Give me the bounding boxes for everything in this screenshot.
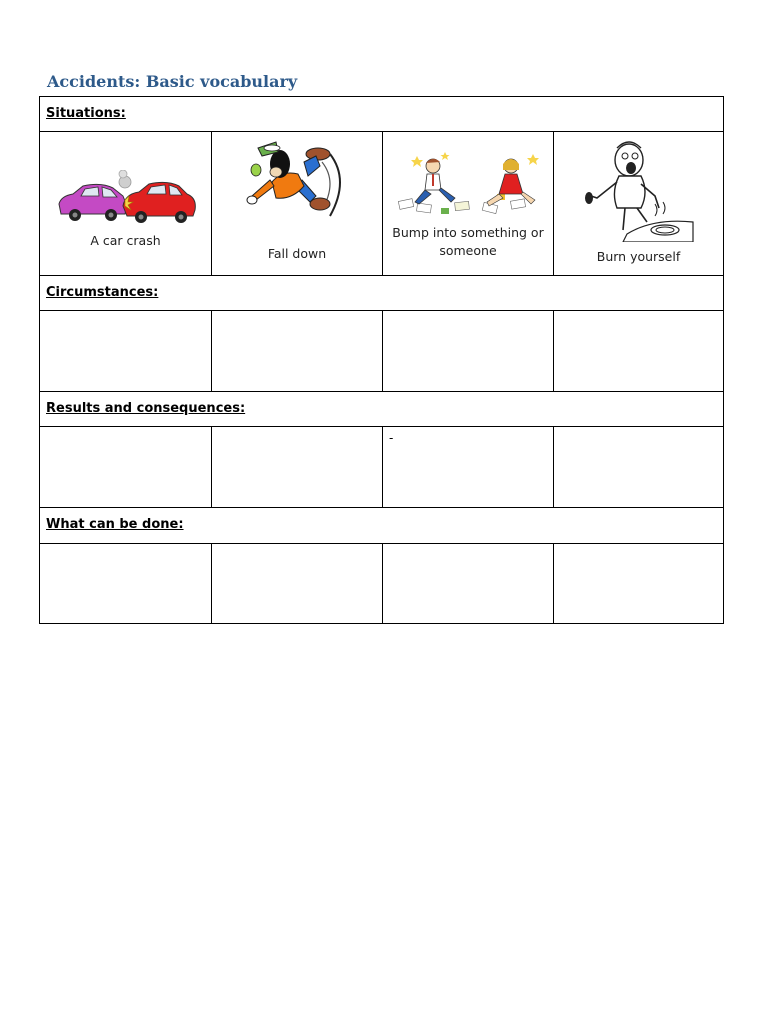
page-title: Accidents: Basic vocabulary (47, 72, 298, 91)
circumstances-cell[interactable] (382, 311, 553, 391)
what-done-cell[interactable] (211, 544, 382, 623)
results-cell[interactable] (382, 427, 553, 507)
results-cell[interactable] (211, 427, 382, 507)
circumstances-cell[interactable] (40, 311, 211, 391)
situation-cell-burn-yourself (553, 132, 723, 275)
circumstances-label: Circumstances: (46, 285, 159, 300)
results-label: Results and consequences: (46, 401, 246, 416)
circumstances-cell[interactable] (553, 311, 723, 391)
situation-caption: A car crash (90, 233, 161, 248)
results-cell-text: - (389, 431, 394, 445)
what-done-row (40, 544, 723, 623)
situations-label: Situations: (46, 106, 126, 121)
car-crash-icon (53, 170, 199, 228)
situation-caption: Burn yourself (596, 249, 681, 264)
results-header (40, 392, 723, 427)
situations-row (40, 132, 723, 276)
results-cell[interactable] (40, 427, 211, 507)
what-done-cell[interactable] (40, 544, 211, 623)
results-cell[interactable] (553, 427, 723, 507)
what-done-label: What can be done: (46, 517, 184, 532)
vocabulary-table (39, 96, 724, 624)
situation-caption: Fall down (267, 246, 327, 261)
situations-header (40, 97, 723, 132)
what-done-cell[interactable] (382, 544, 553, 623)
situation-cell-bump-into (382, 132, 553, 275)
bump-into-icon (393, 150, 543, 216)
burn-yourself-icon (583, 138, 695, 242)
what-done-header (40, 508, 723, 544)
what-done-cell[interactable] (553, 544, 723, 623)
situation-caption: Bump into something or someone (392, 225, 544, 258)
situation-cell-fall-down (211, 132, 382, 275)
fall-down-icon (242, 140, 352, 228)
results-row (40, 427, 723, 508)
circumstances-row (40, 311, 723, 392)
circumstances-cell[interactable] (211, 311, 382, 391)
situation-cell-car-crash (40, 132, 211, 275)
circumstances-header (40, 276, 723, 311)
